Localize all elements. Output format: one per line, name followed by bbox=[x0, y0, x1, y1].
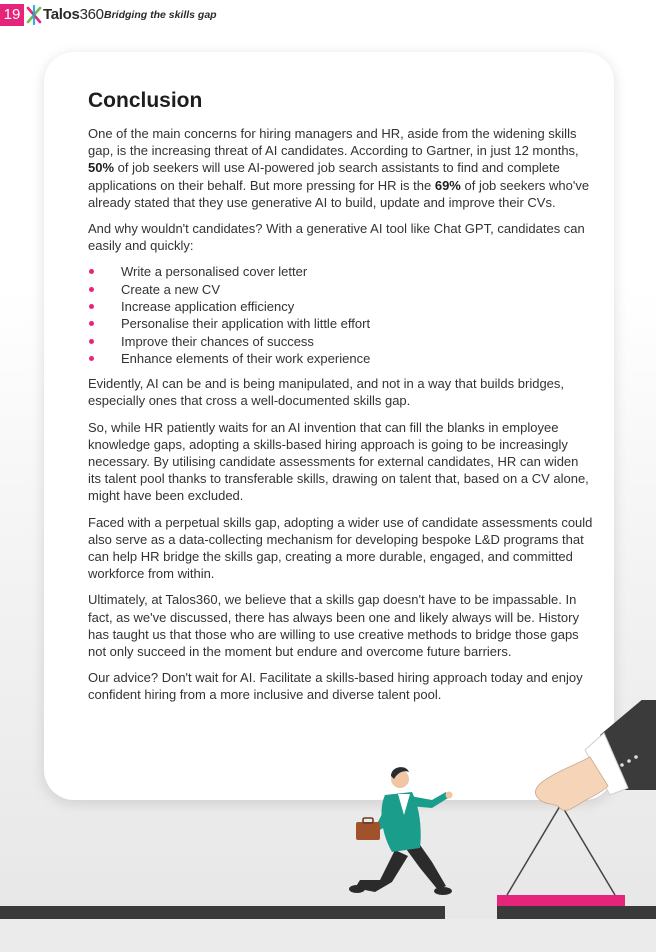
paragraph-2: And why wouldn't candidates? With a generative AI tool like Chat GPT, candidates can easily and quickly: bbox=[88, 221, 585, 254]
left-ledge bbox=[0, 906, 445, 919]
list-item: Enhance elements of their work experience bbox=[88, 350, 593, 367]
paragraph-5: Faced with a perpetual skills gap, adopting a wider use of candidate assessments could also serve as a data-collecting mechanism for developing bespoke L&D programs that can help HR bridge the skills gap, creating a more durable, engaged, and committed workforce from within. bbox=[88, 514, 593, 582]
running-man bbox=[349, 767, 453, 895]
list-item: Write a personalised cover letter bbox=[88, 263, 593, 280]
paragraph-1 bbox=[88, 125, 593, 211]
stat-50: 50% bbox=[88, 160, 115, 176]
paragraph-3: Evidently, AI can be and is being manipulated, and not in a way that builds bridges, especially ones that cross a well-documented skills gap. bbox=[88, 376, 565, 409]
p1-e: of job seekers who've already stated that they use generative AI to build, update and improve their CVs. bbox=[88, 177, 590, 210]
rope-left bbox=[507, 806, 560, 895]
list-item: Create a new CV bbox=[88, 281, 593, 298]
brand-word: Talos bbox=[43, 6, 80, 23]
benefits-list bbox=[88, 263, 593, 367]
paragraph-7: Our advice? Don't wait for AI. Facilitate a skills-based hiring approach today and enjoy confident hiring from a more inclusive and diverse talent pool. bbox=[88, 670, 583, 703]
brand-number: 360 bbox=[79, 6, 104, 23]
section-title: Conclusion bbox=[88, 89, 203, 112]
brand-name bbox=[43, 6, 104, 23]
paragraph-4: So, while HR patiently waits for an AI invention that can fill the blanks in employee knowledge gaps, adopting a skills-based hiring approach is going to be increasingly necessary. By utilising candidate assessments for external candidates, HR can widen its talent pool thanks to transferable skills, drawing on talent that, based on a CV alone, might have been excluded. bbox=[88, 419, 589, 504]
p1-c: of job seekers will use AI-powered job search assistants to find and complete applications on their behalf. But more pressing for HR is the bbox=[88, 160, 560, 193]
right-ledge bbox=[497, 906, 656, 919]
list-item: Personalise their application with little effort bbox=[88, 315, 593, 332]
list-item: Improve their chances of success bbox=[88, 333, 593, 350]
talos-logo-icon bbox=[26, 5, 42, 25]
tagline: Bridging the skills gap bbox=[104, 9, 217, 21]
bridge-illustration bbox=[0, 700, 656, 952]
stat-69: 69% bbox=[434, 177, 461, 193]
rope-right bbox=[562, 806, 615, 895]
briefcase-icon bbox=[356, 822, 380, 840]
page-header bbox=[0, 0, 656, 30]
list-item: Increase application efficiency bbox=[88, 298, 593, 315]
pink-plank bbox=[497, 895, 625, 906]
page-number: 19 bbox=[0, 4, 24, 26]
conclusion-content bbox=[88, 89, 593, 713]
p1-a: One of the main concerns for hiring managers and HR, aside from the widening skills gap, is the increasing threat of AI candidates. According to Gartner, in just 12 months, bbox=[88, 126, 579, 159]
paragraph-6: Ultimately, at Talos360, we believe that a skills gap doesn't have to be impassable. In fact, as we've discussed, there has always been one and likely always will be. History has taught us that those who are willing to use creative methods to bridge those gaps not only succeed in the moment but endure and overcome future barriers. bbox=[88, 592, 579, 660]
